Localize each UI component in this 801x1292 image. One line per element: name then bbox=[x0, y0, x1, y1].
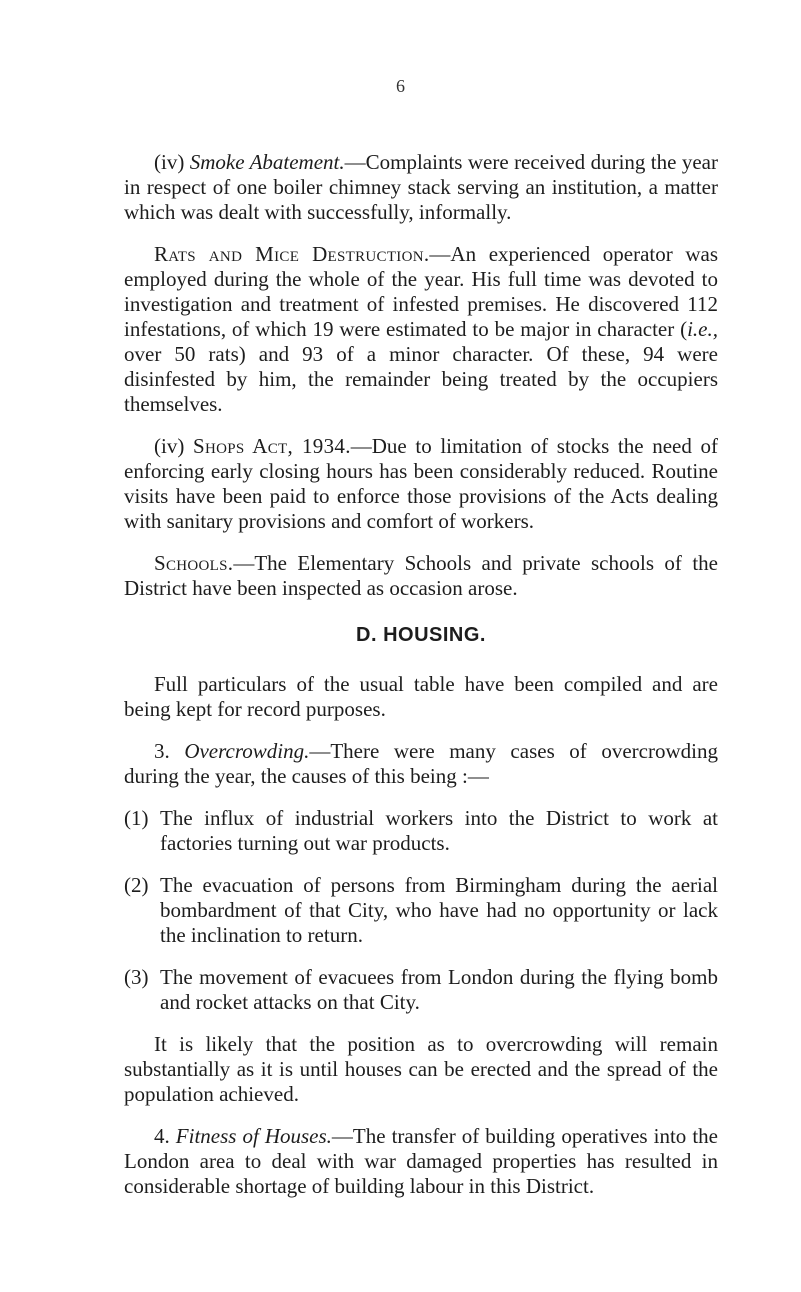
cause-number: (3) bbox=[124, 965, 149, 989]
rats-ie: i.e., bbox=[687, 317, 718, 341]
cause-text: The influx of industrial workers into the District to work at factories turning out war products. bbox=[160, 806, 718, 855]
likely-paragraph: It is likely that the position as to overcrowding will remain substantially as it is until houses can be erected and the spread of the population achieved. bbox=[124, 1032, 718, 1106]
fitness-title: Fitness of Houses. bbox=[175, 1124, 332, 1148]
fitness-body: —The transfer of building operatives into the London area to deal with war damaged properties has resulted in considerable shortage of building labour in this District. bbox=[124, 1124, 718, 1198]
overcrowding-title: Overcrowding. bbox=[184, 739, 310, 763]
overcrowding-body: —There were many cases of overcrowding during the year, the causes of this being :— bbox=[124, 739, 718, 788]
fitness-paragraph bbox=[124, 1124, 718, 1199]
page-number: 6 bbox=[396, 76, 405, 96]
housing-heading: D. HOUSING. bbox=[356, 624, 486, 646]
schools-title: Schools. bbox=[154, 551, 234, 575]
cause-number: (1) bbox=[124, 806, 149, 830]
fitness-prefix: 4. bbox=[154, 1124, 176, 1148]
smoke-abatement-paragraph bbox=[124, 150, 718, 225]
smoke-body: —Complaints were received during the year in respect of one boiler chimney stack serving an institution, a matter which was dealt with successfully, informally. bbox=[124, 150, 719, 224]
housing-intro-paragraph: Full particulars of the usual table have been compiled and are being kept for record purposes. bbox=[124, 672, 718, 721]
cause-text: The movement of evacuees from London during the flying bomb and rocket attacks on that City. bbox=[160, 965, 718, 1014]
schools-body: —The Elementary Schools and private schools of the District have been inspected as occasion arose. bbox=[124, 551, 718, 600]
shops-title: Shops Act, 1934. bbox=[192, 434, 351, 458]
cause-number: (2) bbox=[124, 873, 149, 897]
cause-item-1 bbox=[124, 806, 718, 856]
rats-mice-paragraph bbox=[124, 242, 718, 417]
schools-paragraph bbox=[124, 551, 718, 601]
cause-text: The evacuation of persons from Birmingham during the aerial bombardment of that City, who have had no opportunity or lack the inclination to return. bbox=[160, 873, 718, 947]
rats-body: —An experienced operator was employed during the whole of the year. His full time was devoted to investigation and treatment of infested premises. He discovered 112 infestations, of which 19 were estimated to be major in character ( bbox=[124, 242, 718, 341]
rats-title: Rats and Mice Destruction. bbox=[154, 242, 430, 266]
overcrowding-paragraph bbox=[124, 739, 718, 789]
overcrowding-prefix: 3. bbox=[154, 739, 185, 763]
shops-body: —Due to limitation of stocks the need of enforcing early closing hours has been considerably reduced. Routine visits have been paid to enforce those provisions of the Acts dealing with sanitary provisions and comfort of workers. bbox=[124, 434, 718, 533]
shops-act-paragraph bbox=[124, 434, 718, 534]
page-content bbox=[124, 150, 718, 1216]
rats-body-2: over 50 rats) and 93 of a minor character. Of these, 94 were disinfested by him, the remainder being treated by the occupiers themselves. bbox=[124, 342, 718, 416]
smoke-prefix: (iv) bbox=[154, 150, 190, 174]
smoke-title: Smoke Abatement. bbox=[189, 150, 345, 174]
shops-prefix: (iv) bbox=[154, 434, 193, 458]
cause-item-2 bbox=[124, 873, 718, 948]
cause-item-3 bbox=[124, 965, 718, 1015]
